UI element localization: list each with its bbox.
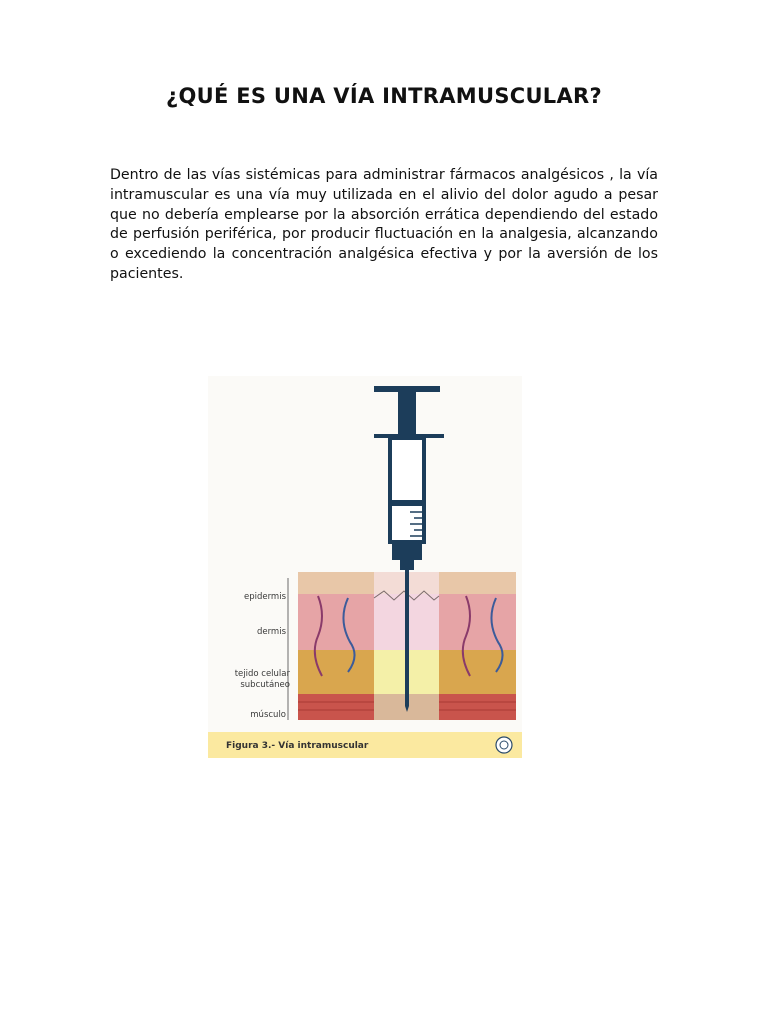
logo-icon bbox=[496, 737, 512, 753]
syringe-hub bbox=[392, 542, 422, 560]
intramuscular-figure bbox=[208, 376, 522, 758]
syringe-plunger-seal bbox=[392, 500, 422, 506]
right-muscle-tissue bbox=[439, 694, 516, 720]
label-epidermis: epidermis bbox=[243, 592, 286, 602]
page-title: ¿QUÉ ES UNA VÍA INTRAMUSCULAR? bbox=[165, 84, 602, 108]
left-muscle-tissue bbox=[298, 694, 374, 720]
syringe-needle bbox=[405, 570, 409, 706]
label-subcutaneous-1: tejido celular bbox=[234, 669, 290, 679]
figure-caption: Figura 3.- Vía intramuscular bbox=[226, 741, 369, 751]
left-epidermis-tissue bbox=[298, 572, 374, 594]
right-epidermis-tissue bbox=[439, 572, 516, 594]
body-paragraph: Dentro de las vías sistémicas para administrar fármacos analgésicos , la vía intramuscular es una vía muy utilizada en el alivio del dolor agudo a pesar que no debería emplearse por la absorción errática dependiendo del estado de perfusión periférica, por producir fluctuación en la analgesia, alcanzando o excediendo la concentración analgésica efectiva y por la aversión de los pacientes. bbox=[110, 167, 658, 282]
left-dermis-tissue bbox=[298, 594, 374, 650]
label-subcutaneous-2: subcutáneo bbox=[240, 680, 290, 690]
label-dermis: dermis bbox=[256, 627, 286, 637]
right-subcutaneous-tissue bbox=[439, 650, 516, 694]
right-dermis-tissue bbox=[439, 594, 516, 650]
syringe-thumb-rest bbox=[374, 386, 440, 392]
left-subcutaneous-tissue bbox=[298, 650, 374, 694]
label-muscle: músculo bbox=[250, 710, 286, 720]
syringe-barrel bbox=[390, 438, 424, 542]
figure-illustration bbox=[208, 376, 522, 758]
syringe-hub-tip bbox=[400, 560, 414, 570]
